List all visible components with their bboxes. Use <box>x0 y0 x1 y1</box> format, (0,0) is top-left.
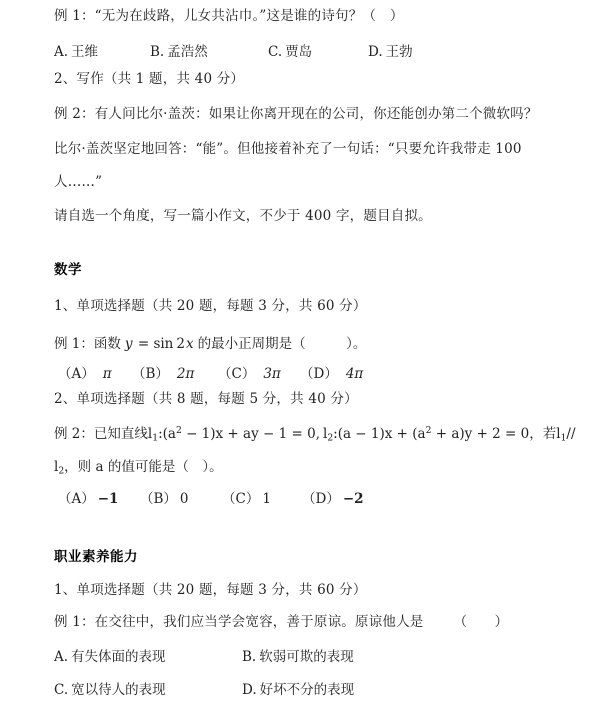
option-label: （A） <box>58 491 95 507</box>
option-label: C. <box>54 682 69 698</box>
option-text: 宽以待人的表现 <box>71 682 166 698</box>
math-q2-option-d <box>302 487 364 507</box>
math-q1-stem: 例 1：函数 y = sin 2x 的最小正周期是（ ）。 <box>54 336 367 352</box>
option-value: 4π <box>345 366 364 382</box>
math-q1-option-a <box>58 362 113 382</box>
option-text: 王勃 <box>385 44 413 60</box>
math-q2-options <box>0 487 600 507</box>
option-value: 2π <box>176 366 195 382</box>
option-label: B. <box>242 649 257 665</box>
option-value: 1 <box>262 491 271 507</box>
career-q1-stem <box>54 613 508 631</box>
chinese-q2-line1: 例 2：有人问比尔·盖茨：如果让你离开现在的公司，你还能创办第二个微软吗？ <box>54 106 538 122</box>
option-value: 3π <box>263 366 281 382</box>
career-q1-stem-text: 例 1：在交往中，我们应当学会宽容，善于原谅。原谅他人是 <box>54 614 424 630</box>
math-part1-heading: 1、单项选择题（共 20 题，每题 3 分，共 60 分） <box>54 298 367 314</box>
chinese-q1-stem: 例 1：“无为在歧路，儿女共沾巾。”这是谁的诗句？（ ） <box>54 8 404 24</box>
option-value: −1 <box>97 491 119 507</box>
career-q1-option-c <box>54 678 166 698</box>
chinese-q1-options <box>0 40 600 60</box>
option-label: （D） <box>300 366 338 382</box>
chinese-part2-heading: 2、写作（共 1 题，共 40 分） <box>54 71 245 87</box>
math-q1-formula: y <box>124 336 133 352</box>
option-label: D. <box>242 682 257 698</box>
math-q2-line2: $l_2$，则 a 的值可能是（ ）。 <box>54 459 223 477</box>
math-q2-option-a <box>58 487 118 507</box>
option-value: 0 <box>179 491 189 507</box>
career-q1-stem-blank: （ ） <box>453 614 509 630</box>
option-label: C. <box>268 44 283 60</box>
option-value: π <box>102 366 112 382</box>
math-q1-options <box>0 362 600 382</box>
option-label: B. <box>150 44 165 60</box>
option-label: A. <box>54 44 69 60</box>
math-q1-option-b <box>132 362 195 382</box>
chinese-q2-line3: 人……” <box>54 174 103 190</box>
chinese-q1-option-a <box>54 40 98 60</box>
career-q1-option-a <box>54 645 166 665</box>
option-text: 软弱可欺的表现 <box>259 649 354 665</box>
chinese-q2-line2: 比尔·盖茨坚定地回答：“能”。但他接着补充了一句话：“只要允许我带走 100 <box>54 141 522 157</box>
option-text: 孟浩然 <box>167 44 208 60</box>
option-label: （C） <box>222 491 260 507</box>
option-label: （A） <box>58 366 95 382</box>
option-label: A. <box>54 649 69 665</box>
math-q1-stem-suffix: 的最小正周期是（ ）。 <box>197 336 367 352</box>
career-q1-options-row2 <box>0 678 600 698</box>
math-q2-option-c <box>222 487 271 507</box>
career-q1-option-d <box>242 678 354 698</box>
chinese-q1-option-c <box>268 40 312 60</box>
option-label: （C） <box>218 366 256 382</box>
math-q1-stem-prefix: 例 1：函数 <box>54 336 121 352</box>
math-q1-option-c <box>218 362 282 382</box>
career-q1-options-row1 <box>0 645 600 665</box>
option-text: 好坏不分的表现 <box>259 682 355 698</box>
option-label: （B） <box>140 491 177 507</box>
math-q2-prefix: 例 2：已知直线 <box>54 426 148 442</box>
math-q2-line1: 例 2：已知直线$l_1:(a^2 - 1)x$ + ay − 1 = 0, $l_2:(a - 1)x + (a^2 + a)y + 2 = 0$，若$l_1//$ <box>54 425 576 444</box>
math-q1-option-d <box>300 362 364 382</box>
chinese-q1-option-d <box>368 40 413 60</box>
chinese-q2-instruction: 请自选一个角度，写一篇小作文，不少于 400 字，题目自拟。 <box>54 208 432 224</box>
option-text: 贾岛 <box>285 44 313 60</box>
math-section-heading: 数学 <box>54 262 82 278</box>
math-q2-option-b <box>140 487 189 507</box>
option-text: 有失体面的表现 <box>71 649 166 665</box>
chinese-q1-option-b <box>150 40 208 60</box>
option-label: D. <box>368 44 383 60</box>
option-value: −2 <box>342 491 364 507</box>
option-text: 王维 <box>71 44 99 60</box>
career-part1-heading: 1、单项选择题（共 20 题，每题 3 分，共 60 分） <box>54 582 367 598</box>
option-label: （D） <box>302 491 340 507</box>
option-label: （B） <box>132 366 169 382</box>
career-section-heading: 职业素养能力 <box>54 549 138 565</box>
math-part2-heading: 2、单项选择题（共 8 题，每题 5 分，共 40 分） <box>54 391 358 407</box>
career-q1-option-b <box>242 645 354 665</box>
